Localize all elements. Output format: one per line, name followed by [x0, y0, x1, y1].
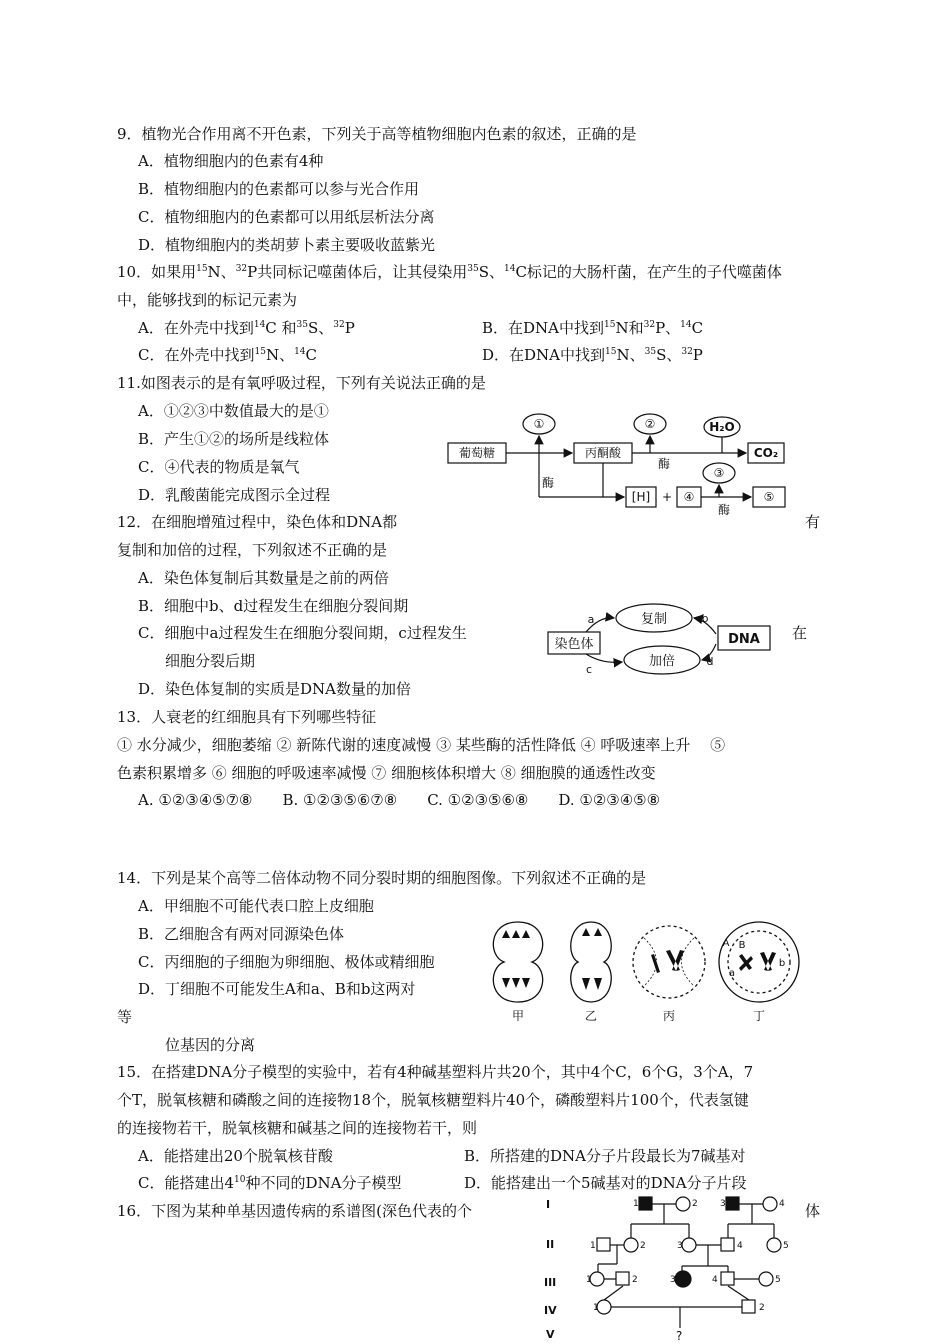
- q14-option-d-wrap: 等: [117, 1008, 133, 1026]
- q14-stem: 14．下列是某个高等二倍体动物不同分裂时期的细胞图像。下列叙述不正确的是: [117, 869, 647, 887]
- svg-text:2: 2: [632, 1275, 638, 1285]
- circle4-label: ④: [683, 490, 695, 504]
- aerobic-respiration-diagram: [440, 408, 790, 518]
- gen-II: II: [546, 1238, 555, 1251]
- svg-text:3: 3: [720, 1199, 726, 1209]
- svg-text:4: 4: [737, 1241, 743, 1251]
- cell-yi-outline: [571, 922, 611, 1002]
- svg-text:1: 1: [586, 1275, 592, 1285]
- q15-stem-line3: 的连接物若干，脱氧核糖和碱基之间的连接物若干，则: [117, 1119, 478, 1137]
- arrow-b-label: b: [701, 612, 709, 625]
- q12-option-c-wrap: 在: [792, 624, 808, 642]
- chromosome-label: 染色体: [554, 637, 594, 652]
- pedigree-chart: [540, 1192, 800, 1344]
- glucose-label: 葡萄糖: [458, 446, 496, 460]
- q14-option-b: B．乙细胞含有两对同源染色体: [138, 925, 345, 943]
- q14-option-d-line2: 位基因的分离: [165, 1036, 256, 1054]
- svg-text:1: 1: [593, 1303, 599, 1313]
- q12-option-c: C．细胞中a过程发生在细胞分裂间期，c过程发生: [138, 624, 467, 642]
- q15-option-b: B．所搭建的DNA分子片段最长为7碱基对: [464, 1147, 746, 1165]
- q12-option-d: D．染色体复制的实质是DNA数量的加倍: [138, 680, 412, 698]
- q14-option-a: A．甲细胞不可能代表口腔上皮细胞: [138, 897, 374, 915]
- q11-option-d: D．乳酸菌能完成图示全过程: [138, 486, 331, 504]
- enzyme-label-2: 酶: [541, 476, 555, 490]
- arrow-d-label: d: [706, 655, 714, 668]
- q9-option-b: B．植物细胞内的色素都可以参与光合作用: [138, 180, 420, 198]
- replicate-label: 复制: [640, 612, 668, 627]
- gene-label-B: B: [738, 940, 746, 951]
- q15-option-c: C．能搭建出$4^{10}$种不同的DNA分子模型: [138, 1174, 402, 1192]
- co2-label: CO₂: [753, 446, 779, 460]
- q11-stem: 11.如图表示的是有氧呼吸过程，下列有关说法正确的是: [117, 374, 486, 392]
- q9-stem: 9．植物光合作用离不开色素，下列关于高等植物细胞内色素的叙述，正确的是: [117, 125, 637, 143]
- q13-options: A. ①②③④⑤⑦⑧ B. ①②③⑤⑥⑦⑧ C. ①②③⑤⑥⑧ D. ①②③④⑤⑧: [138, 791, 661, 809]
- gene-label-b: b: [778, 958, 786, 969]
- h2o-label: H₂O: [709, 420, 735, 434]
- circle2-label: ②: [644, 417, 656, 431]
- q13-list-line1: ① 水分减少，细胞萎缩 ② 新陈代谢的速度减慢 ③ 某些酶的活性降低 ④ 呼吸速率上升 ⑤: [117, 736, 726, 754]
- q10-option-a: A．在外壳中找到$^{14}$C 和$^{35}$S、$^{32}$P: [138, 319, 355, 337]
- cell-division-figures: [484, 916, 814, 1024]
- label-jia: 甲: [511, 1009, 525, 1023]
- cell-bing-outline: [633, 926, 705, 998]
- svg-text:1: 1: [590, 1241, 596, 1251]
- q15-stem-line1: 15．在搭建DNA分子模型的实验中，若有4种碱基塑料片共20个，其中4个C，6个G，3个A，7: [117, 1063, 754, 1081]
- label-bing: 丙: [662, 1009, 676, 1023]
- q14-option-d: D．丁细胞不可能发生A和a、B和b这两对: [138, 980, 416, 998]
- q11-option-b: B．产生①②的场所是线粒体: [138, 430, 330, 448]
- q11-option-a: A．①②③中数值最大的是①: [138, 402, 329, 420]
- q10-stem-line2: 中，能够找到的标记元素为: [117, 291, 298, 309]
- svg-text:1: 1: [633, 1199, 639, 1209]
- q15-option-d: D．能搭建出一个5碱基对的DNA分子片段: [464, 1174, 747, 1192]
- q12-stem-line2: 复制和加倍的过程，下列叙述不正确的是: [117, 541, 388, 559]
- svg-text:2: 2: [759, 1303, 765, 1313]
- chromosome-dna-diagram: [540, 598, 780, 680]
- q12-stem-wrap: 有: [805, 513, 821, 531]
- svg-text:3: 3: [677, 1241, 683, 1251]
- q15-stem-line2: 个T，脱氧核糖和磷酸之间的连接物18个，脱氧核糖塑料片40个，磷酸塑料片100个，代表氢键: [117, 1091, 749, 1109]
- q13-stem: 13．人衰老的红细胞具有下列哪些特征: [117, 708, 377, 726]
- q14-option-c: C．丙细胞的子细胞为卵细胞、极体或精细胞: [138, 953, 435, 971]
- svg-text:2: 2: [692, 1199, 698, 1209]
- svg-text:5: 5: [783, 1241, 789, 1251]
- gen-V: V: [546, 1328, 555, 1341]
- q16-stem: 16．下图为某种单基因遗传病的系谱图(深色代表的个: [117, 1202, 472, 1220]
- q11-option-c: C．④代表的物质是氧气: [138, 458, 300, 476]
- h-label: [H]: [631, 490, 651, 504]
- q12-option-b: B．细胞中b、d过程发生在细胞分裂间期: [138, 597, 409, 615]
- q16-stem-wrap: 体: [805, 1202, 821, 1220]
- dna-label: DNA: [728, 632, 760, 647]
- double-label: 加倍: [648, 654, 676, 669]
- enzyme-label-3: 酶: [717, 503, 731, 517]
- gen-I: I: [546, 1198, 551, 1211]
- q13-list-line2: 色素积累增多 ⑥ 细胞的呼吸速率减慢 ⑦ 细胞核体积增大 ⑧ 细胞膜的通透性改变: [117, 764, 656, 782]
- q9-option-c: C．植物细胞内的色素都可以用纸层析法分离: [138, 208, 435, 226]
- q9-option-d: D．植物细胞内的类胡萝卜素主要吸收蓝紫光: [138, 236, 436, 254]
- q15-option-a: A．能搭建出20个脱氧核苷酸: [138, 1147, 333, 1165]
- enzyme-label-1: 酶: [657, 457, 671, 471]
- q10-option-c: C．在外壳中找到$^{15}$N、$^{14}$C: [138, 346, 318, 364]
- circle1-label: ①: [533, 417, 545, 431]
- svg-text:4: 4: [779, 1199, 785, 1209]
- label-yi: 乙: [584, 1009, 598, 1023]
- gen-IV: IV: [544, 1304, 557, 1317]
- gene-label-a: a: [728, 968, 736, 979]
- svg-text:5: 5: [775, 1275, 781, 1285]
- cell-ding-outline: [719, 922, 799, 1002]
- pyruvate-label: 丙酮酸: [584, 446, 622, 460]
- pedigree-unknown: ?: [676, 1329, 683, 1343]
- q10-stem-line1: 10．如果用$^{15}$N、$^{32}$P共同标记噬菌体后，让其侵染用$^{35}$S、$^{14}$C标记的大肠杆菌，在产生的子代噬菌体: [117, 263, 782, 281]
- q9-option-a: A．植物细胞内的色素有4种: [138, 152, 324, 170]
- label-ding: 丁: [752, 1009, 766, 1023]
- q10-option-d: D．在DNA中找到$^{15}$N、$^{35}$S、$^{32}$P: [482, 346, 703, 364]
- arrow-a-label: a: [587, 613, 595, 626]
- plus-label: +: [661, 490, 673, 504]
- q12-option-c-line2: 细胞分裂后期: [165, 652, 256, 670]
- arrow-c-label: c: [585, 663, 593, 676]
- svg-text:2: 2: [640, 1241, 646, 1251]
- circle5-label: ⑤: [763, 490, 775, 504]
- gene-label-A: A: [722, 938, 730, 949]
- svg-text:4: 4: [712, 1275, 718, 1285]
- q12-option-a: A．染色体复制后其数量是之前的两倍: [138, 569, 389, 587]
- gen-III: III: [544, 1276, 557, 1289]
- q10-option-b: B．在DNA中找到$^{15}$N和$^{32}$P、$^{14}$C: [482, 319, 704, 337]
- circle3-label: ③: [713, 466, 725, 480]
- q12-stem: 12．在细胞增殖过程中，染色体和DNA都: [117, 513, 398, 531]
- svg-text:3: 3: [670, 1275, 676, 1285]
